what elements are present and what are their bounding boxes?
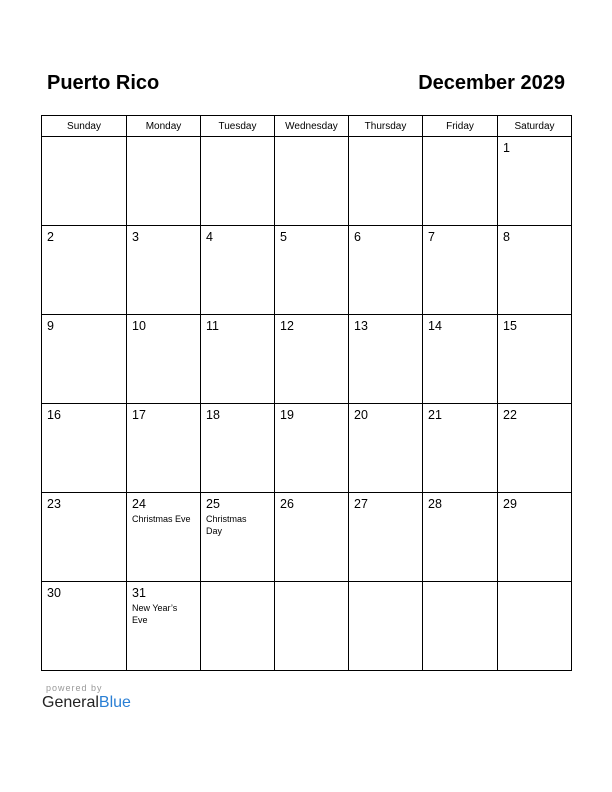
weekday-wednesday: Wednesday: [275, 116, 349, 137]
week-row: [42, 226, 572, 315]
holiday-label: New Year’s Eve: [132, 603, 178, 625]
day-number: 3: [132, 230, 139, 244]
day-cell: [275, 582, 349, 671]
weekday-saturday: Saturday: [498, 116, 572, 137]
week-row: [42, 493, 572, 582]
brand-logo[interactable]: [42, 694, 131, 712]
day-cell: [201, 137, 275, 226]
weekday-friday: Friday: [423, 116, 498, 137]
brand-blue-text: Blue: [98, 694, 131, 711]
day-number: 20: [354, 408, 368, 422]
day-cell: [423, 582, 498, 671]
day-number: 9: [47, 319, 54, 333]
week-row: [42, 137, 572, 226]
day-cell: [349, 315, 423, 404]
day-number: 4: [206, 230, 213, 244]
day-cell: [42, 404, 127, 493]
day-cell: [127, 493, 201, 582]
day-number: 28: [428, 497, 442, 511]
day-number: 11: [206, 319, 219, 333]
day-cell: [201, 493, 275, 582]
weekday-tuesday: Tuesday: [201, 116, 275, 137]
day-number: 2: [47, 230, 54, 244]
day-cell: [42, 226, 127, 315]
day-number: 19: [280, 408, 294, 422]
day-cell: [275, 315, 349, 404]
day-number: 7: [428, 230, 435, 244]
day-number: 6: [354, 230, 361, 244]
day-cell: [127, 582, 201, 671]
day-cell: [498, 315, 572, 404]
day-number: 18: [206, 408, 220, 422]
day-cell: [127, 315, 201, 404]
day-number: 5: [280, 230, 287, 244]
day-number: 13: [354, 319, 368, 333]
day-cell: [423, 226, 498, 315]
weekday-thursday: Thursday: [349, 116, 423, 137]
day-cell: [275, 226, 349, 315]
day-number: 8: [503, 230, 510, 244]
day-number: 21: [428, 408, 442, 422]
day-number: 15: [503, 319, 517, 333]
weekday-monday: Monday: [127, 116, 201, 137]
day-cell: [498, 137, 572, 226]
day-cell: [275, 493, 349, 582]
day-cell: [498, 226, 572, 315]
day-number: 14: [428, 319, 442, 333]
day-cell: [423, 404, 498, 493]
month-title: December 2029: [418, 72, 565, 94]
weekday-sunday: Sunday: [42, 116, 127, 137]
day-number: 24: [132, 497, 146, 511]
day-cell: [201, 582, 275, 671]
day-cell: [423, 315, 498, 404]
country-title: Puerto Rico: [47, 72, 160, 94]
day-cell: [349, 493, 423, 582]
week-row: [42, 582, 572, 671]
day-cell: [127, 137, 201, 226]
day-number: 16: [47, 408, 61, 422]
powered-by-text: powered by: [46, 683, 103, 693]
day-cell: [201, 404, 275, 493]
day-cell: [423, 137, 498, 226]
day-number: 29: [503, 497, 517, 511]
day-cell: [498, 582, 572, 671]
day-cell: [349, 137, 423, 226]
day-cell: [349, 582, 423, 671]
day-number: 10: [132, 319, 146, 333]
day-cell: [201, 226, 275, 315]
day-number: 17: [132, 408, 146, 422]
holiday-label: Christmas Eve: [132, 514, 191, 524]
day-cell: [42, 315, 127, 404]
week-row: [42, 315, 572, 404]
weekday-header-row: [42, 116, 572, 137]
day-cell: [498, 404, 572, 493]
day-cell: [275, 137, 349, 226]
day-number: 27: [354, 497, 368, 511]
week-row: [42, 404, 572, 493]
day-cell: [42, 137, 127, 226]
brand-general-text: General: [42, 694, 99, 711]
day-number: 23: [47, 497, 61, 511]
day-cell: [275, 404, 349, 493]
day-cell: [42, 493, 127, 582]
day-cell: [423, 493, 498, 582]
day-number: 1: [503, 141, 510, 155]
day-cell: [127, 404, 201, 493]
holiday-label: Christmas Day: [206, 514, 247, 536]
day-number: 30: [47, 586, 61, 600]
day-cell: [201, 315, 275, 404]
day-number: 22: [503, 408, 517, 422]
day-number: 12: [280, 319, 294, 333]
day-cell: [349, 404, 423, 493]
day-cell: [498, 493, 572, 582]
day-cell: [349, 226, 423, 315]
day-number: 26: [280, 497, 294, 511]
day-cell: [127, 226, 201, 315]
calendar-grid: [41, 115, 572, 671]
day-number: 31: [132, 586, 146, 600]
day-number: 25: [206, 497, 220, 511]
day-cell: [42, 582, 127, 671]
